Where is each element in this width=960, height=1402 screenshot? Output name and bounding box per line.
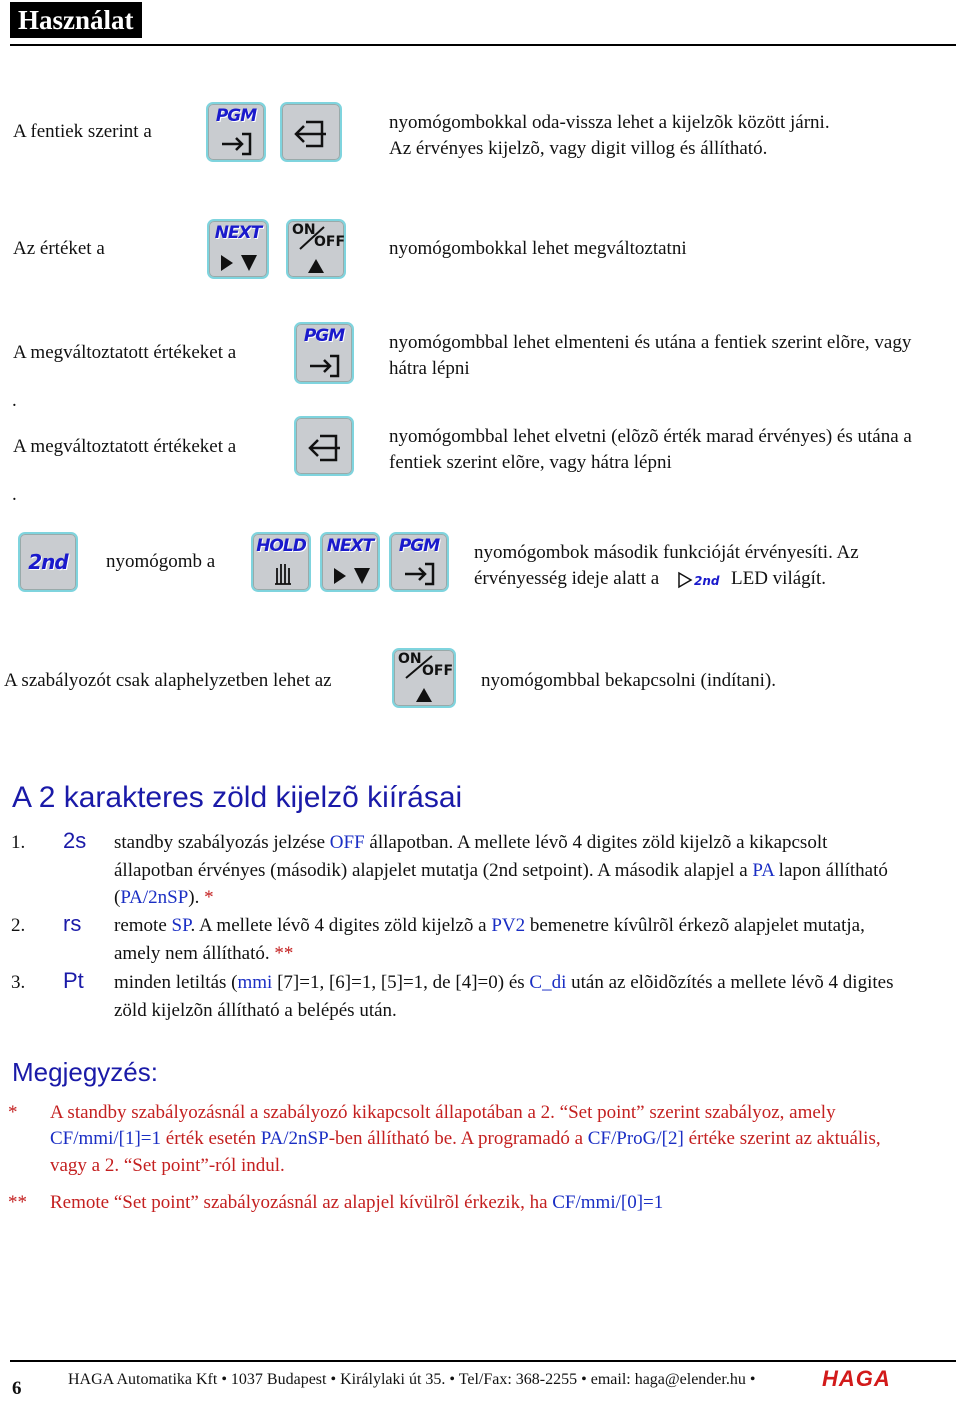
note1-line1: A standby szabályozásnál a szabályozó kikapcsolt állapotában a 2. “Set point” szerint szabályoz, amely bbox=[50, 1102, 836, 1123]
hand-icon bbox=[253, 534, 309, 590]
pgm-key[interactable] bbox=[206, 102, 266, 162]
led-2nd-icon bbox=[678, 570, 726, 590]
up-triangle-icon bbox=[288, 221, 344, 277]
footer-text: HAGA Automatika Kft • 1037 Budapest • Királylaki út 35. • Tel/Fax: 368-2255 • email: haga@elender.hu • bbox=[68, 1371, 756, 1388]
row5-desc-2b: LED világít. bbox=[731, 568, 826, 589]
item2-code: rs bbox=[63, 911, 82, 936]
note2-line: Remote “Set point” szabályozásnál az alapjel kívülrõl érkezik, ha CF/mmi/[0]=1 bbox=[50, 1192, 664, 1213]
enter-arrow-icon bbox=[296, 324, 352, 382]
row6-desc: nyomógombbal bekapcsolni (indítani). bbox=[481, 670, 776, 691]
up-triangle-icon bbox=[394, 650, 454, 706]
row1-desc-2: Az érvényes kijelzõ, vagy digit villog és állítható. bbox=[389, 138, 768, 159]
led-2nd-label: 2nd bbox=[694, 574, 720, 588]
back-key[interactable] bbox=[280, 102, 342, 162]
notes-title: Megjegyzés: bbox=[12, 1057, 158, 1087]
page-number: 6 bbox=[12, 1378, 22, 1399]
back-arrow-icon bbox=[282, 104, 340, 160]
item3-num: 3. bbox=[11, 972, 26, 993]
note1-line2: CF/mmi/[1]=1 érték esetén PA/2nSP-ben állítható be. A programadó a CF/ProG/[2] értéke szerint az aktuális, bbox=[50, 1128, 881, 1149]
enter-arrow-icon bbox=[391, 534, 447, 590]
back-cancel-key[interactable] bbox=[294, 416, 354, 476]
page-title: Használat bbox=[10, 2, 142, 38]
row4-lead: A megváltoztatott értékeket a bbox=[13, 436, 237, 457]
row3-desc-2: hátra lépni bbox=[389, 358, 470, 379]
hold-key-label: HOLD bbox=[256, 536, 306, 556]
note1-line3: vagy a 2. “Set point”-ról indul. bbox=[50, 1155, 285, 1176]
hold-key[interactable] bbox=[251, 532, 311, 592]
row2-lead: Az értéket a bbox=[13, 238, 105, 259]
pgm-save-key[interactable] bbox=[294, 322, 354, 384]
row3-lead: A megváltoztatott értékeket a bbox=[13, 342, 237, 363]
row5-desc-2a: érvényesség ideje alatt a bbox=[474, 568, 660, 589]
on-label: ON bbox=[292, 222, 316, 238]
on-off-key[interactable] bbox=[286, 219, 346, 279]
item1-line3: (PA/2nSP). * bbox=[114, 887, 214, 908]
back-arrow-icon bbox=[296, 418, 352, 474]
second-key[interactable] bbox=[18, 532, 78, 592]
next-key-2[interactable] bbox=[320, 532, 380, 592]
item3-line2: zöld kijelzõn állítható a belépés után. bbox=[114, 1000, 397, 1021]
row5-lead: nyomógomb a bbox=[106, 551, 216, 572]
play-down-icon bbox=[209, 221, 267, 277]
row1-lead: A fentiek szerint a bbox=[13, 121, 152, 142]
next-key[interactable] bbox=[207, 219, 269, 279]
item2-num: 2. bbox=[11, 915, 26, 936]
next-key-label: NEXT bbox=[214, 223, 262, 243]
next-key-2-label: NEXT bbox=[326, 536, 374, 556]
item2-line2: amely nem állítható. ** bbox=[114, 943, 294, 964]
row3-dot: . bbox=[12, 390, 17, 411]
off-label: OFF bbox=[314, 234, 346, 250]
second-key-label: 2nd bbox=[28, 550, 68, 574]
row6-lead: A szabályozót csak alaphelyzetben lehet az bbox=[4, 670, 332, 691]
item1-line1: standby szabályozás jelzése OFF állapotban. A mellete lévõ 4 digites zöld kijelzõ a kikapcsolt bbox=[114, 832, 828, 853]
pgm-key-2-label: PGM bbox=[398, 536, 440, 556]
on-label-2: ON bbox=[398, 651, 422, 667]
item1-code: 2s bbox=[63, 828, 87, 853]
enter-arrow-icon bbox=[208, 104, 264, 160]
item1-num: 1. bbox=[11, 832, 26, 853]
row3-desc-1: nyomógombbal lehet elmenteni és utána a fentiek szerint elõre, vagy bbox=[389, 332, 912, 353]
item2-line1: remote SP. A mellete lévõ 4 digites zöld kijelzõ a PV2 bemenetre kívûlrõl érkezõ alapjelet mutatja, bbox=[114, 915, 865, 936]
on-off-key-2[interactable] bbox=[392, 648, 456, 708]
row5-desc-1: nyomógombok második funkcióját érvényesíti. Az bbox=[474, 542, 859, 563]
play-down-icon bbox=[322, 534, 378, 590]
item3-line1: minden letiltás (mmi [7]=1, [6]=1, [5]=1, de [4]=0) és C_di után az elõidõzítés a mellete lévõ 4 digites bbox=[114, 972, 894, 993]
haga-logo: HAGA bbox=[822, 1366, 891, 1391]
row2-desc: nyomógombokkal lehet megváltoztatni bbox=[389, 238, 687, 259]
row4-desc-1: nyomógombbal lehet elvetni (elõzõ érték marad érvényes) és utána a bbox=[389, 426, 912, 447]
footer-divider bbox=[10, 1360, 956, 1362]
note2-mark: ** bbox=[8, 1192, 27, 1213]
pgm-key-2[interactable] bbox=[389, 532, 449, 592]
pgm-save-key-label: PGM bbox=[303, 326, 345, 346]
item1-line2: állapotban érvényes (második) alapjelet mutatja (2nd setpoint). A második alapjel a PA lapon állítható bbox=[114, 860, 888, 881]
header-divider bbox=[10, 44, 956, 46]
row4-dot: . bbox=[12, 484, 17, 505]
row1-desc-1: nyomógombokkal oda-vissza lehet a kijelzõk között járni. bbox=[389, 112, 830, 133]
off-label-2: OFF bbox=[422, 663, 454, 679]
item3-code: Pt bbox=[63, 968, 84, 993]
note1-mark: * bbox=[8, 1102, 18, 1123]
section-title: A 2 karakteres zöld kijelzõ kiírásai bbox=[12, 781, 463, 814]
row4-desc-2: fentiek szerint elõre, vagy hátra lépni bbox=[389, 452, 672, 473]
pgm-key-label: PGM bbox=[215, 106, 257, 126]
